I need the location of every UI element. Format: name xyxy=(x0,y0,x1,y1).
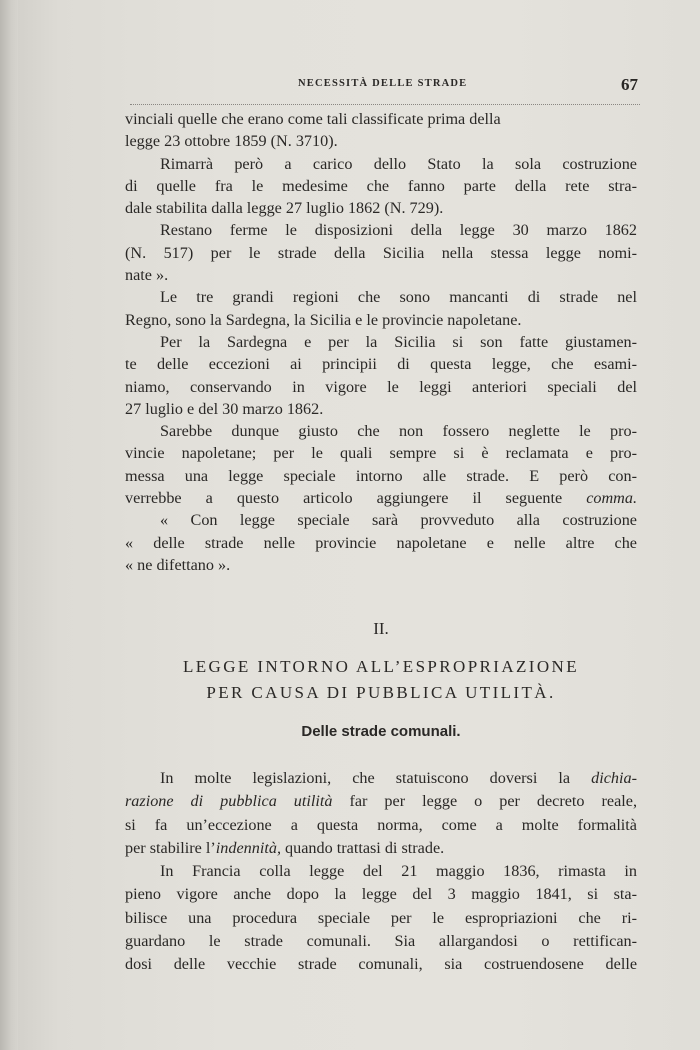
text-line: messa una legge speciale intorno alle strade. E però con- xyxy=(125,466,637,485)
text-line: pieno vigore anche dopo la legge del 3 maggio 1841, si sta- xyxy=(125,885,637,904)
running-head-title: NECESSITÀ DELLE STRADE xyxy=(298,78,468,89)
running-head xyxy=(130,70,640,105)
text-segment: verrebbe a questo articolo aggiungere il seguente xyxy=(125,489,563,508)
text-line: Le tre grandi regioni che sono mancanti di strade nel xyxy=(160,288,637,307)
text-line: dosi delle vecchie strade comunali, sia costruendosene delle xyxy=(125,955,637,974)
section-title-line: LEGGE INTORNO ALL’ESPROPRIAZIONE xyxy=(182,657,580,676)
text-line: nate ». xyxy=(125,266,169,285)
italic-term: razione di pubblica utilità xyxy=(125,792,333,811)
italic-term: dichia- xyxy=(591,769,637,787)
page-number: 67 xyxy=(621,75,638,94)
text-line: Per la Sardegna e per la Sicilia si son fatte giustamen- xyxy=(160,332,637,351)
text-line: bilisce una procedura speciale per le espropriazioni che ri- xyxy=(125,908,637,927)
section-title-line: PER CAUSA DI PUBBLICA UTILITÀ. xyxy=(206,683,556,702)
text-line: 27 luglio e del 30 marzo 1862. xyxy=(125,399,324,418)
text-line: Restano ferme le disposizioni della legge 30 marzo 1862 xyxy=(160,221,637,240)
text-line: te delle eccezioni ai principii di questa legge, che esami- xyxy=(125,355,637,374)
text-line-with-italic xyxy=(125,790,637,813)
text-line: si fa un’eccezione a questa norma, come a molte formalità xyxy=(125,815,637,834)
text-line-with-italic xyxy=(125,767,637,790)
section-subtitle: Delle strade comunali. xyxy=(301,723,461,740)
text-segment: per stabilire l’ xyxy=(125,838,216,857)
text-line: niamo, conservando in vigore le leggi anteriori speciali del xyxy=(125,377,637,396)
section-numeral: II. xyxy=(373,619,389,638)
text-segment: quando trattasi di strade. xyxy=(281,838,445,857)
text-line-with-italic xyxy=(125,837,637,860)
text-line-with-italic xyxy=(125,487,637,509)
text-line: Rimarrà però a carico dello Stato la sola costruzione xyxy=(160,154,637,173)
book-gutter xyxy=(0,0,18,1050)
body-text-bottom xyxy=(125,767,637,977)
text-line: guardano le strade comunali. Sia allargandosi o rettifican- xyxy=(125,932,637,951)
italic-term: indennità, xyxy=(215,838,281,857)
text-line: vincie napoletane; per le quali sempre si è reclamata e pro- xyxy=(125,444,637,463)
text-line: In Francia colla legge del 21 maggio 1836, rimasta in xyxy=(160,862,637,881)
italic-term: comma. xyxy=(586,489,638,508)
text-segment: far per legge o per decreto reale, xyxy=(332,792,637,811)
text-line: Sarebbe dunque giusto che non fossero neglette le pro- xyxy=(160,422,637,441)
text-line: « ne difettano ». xyxy=(125,555,231,574)
text-line: legge 23 ottobre 1859 (N. 3710). xyxy=(125,132,338,151)
body-text-top xyxy=(125,108,637,576)
text-line: vinciali quelle che erano come tali classificate prima della xyxy=(125,110,501,128)
text-line: di quelle fra le medesime che fanno parte della rete stra- xyxy=(125,176,637,195)
text-line: « delle strade nelle provincie napoletane e nelle altre che xyxy=(125,533,637,552)
section-title xyxy=(125,654,637,706)
text-line: dale stabilita dalla legge 27 luglio 1862 (N. 729). xyxy=(125,199,444,218)
text-line: « Con legge speciale sarà provveduto alla costruzione xyxy=(160,511,637,530)
text-segment: In molte legislazioni, che statuiscono doversi la xyxy=(160,769,592,787)
text-line: (N. 517) per le strade della Sicilia nella stessa legge nomi- xyxy=(125,243,637,262)
text-line: Regno, sono la Sardegna, la Sicilia e le provincie napoletane. xyxy=(125,310,522,329)
